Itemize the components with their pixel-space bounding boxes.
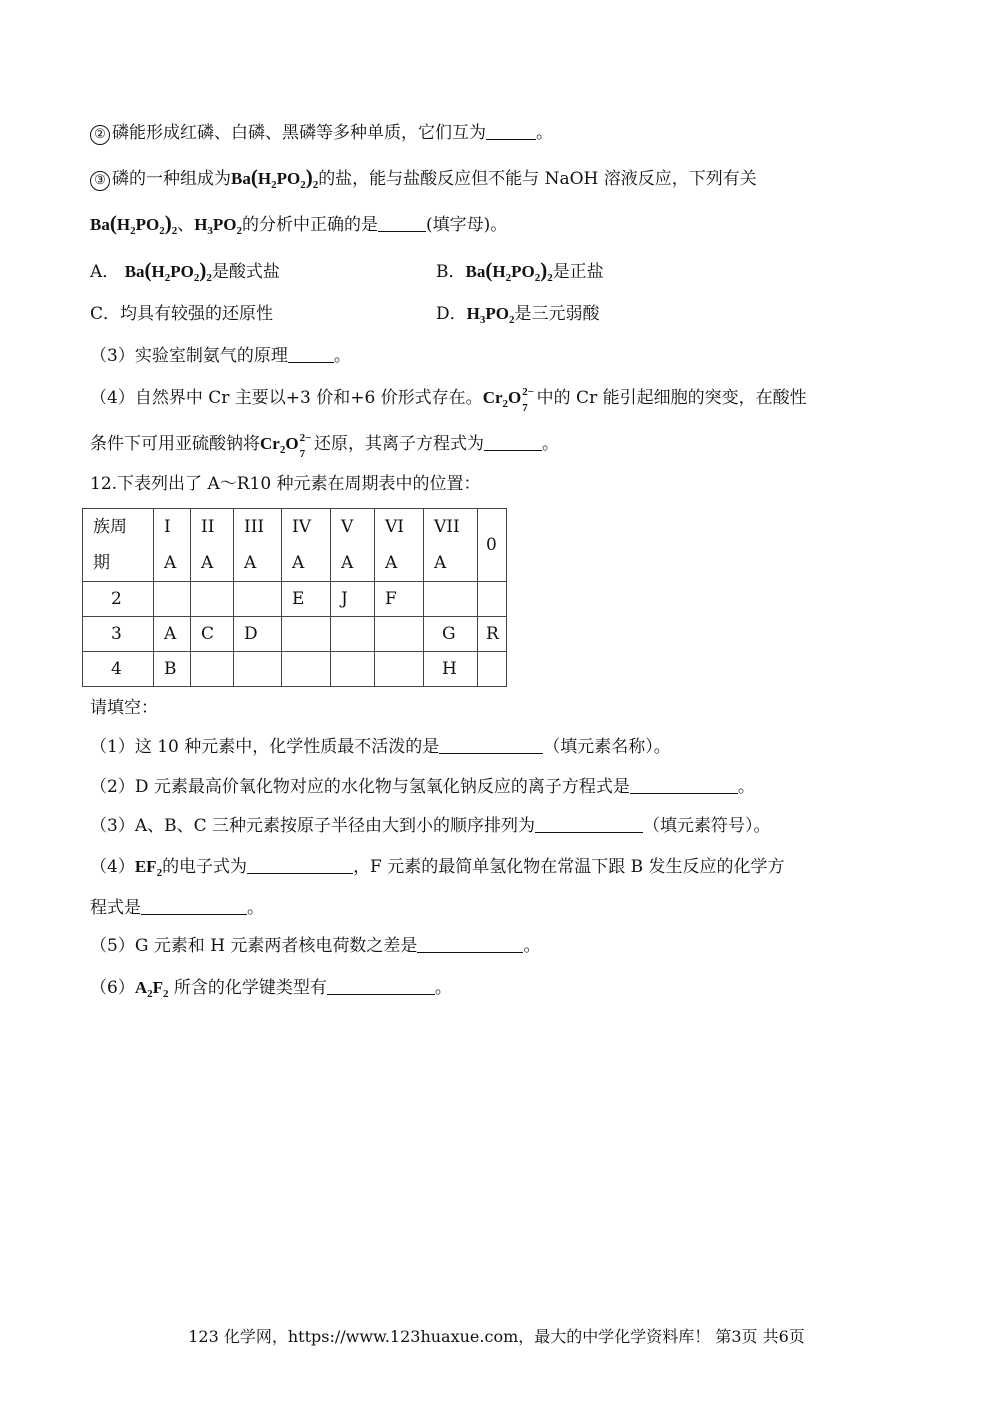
punctuation: 。 xyxy=(536,123,553,143)
sub-question-4-text: 程式是 xyxy=(90,898,141,918)
element-cell xyxy=(375,617,424,652)
option-a xyxy=(90,259,280,289)
group-header: III A xyxy=(234,509,282,582)
part-3-line xyxy=(90,345,351,367)
hint-text: （填元素符号）。 xyxy=(643,816,771,836)
formula-ba-h2po2-2: $Ba(H_2PO_2)_2$ xyxy=(90,211,178,237)
sub-question-4-number: （4） xyxy=(90,857,135,877)
formula-cr2o7: $Cr_2O$ 2− 7 xyxy=(260,432,312,460)
table-header-row xyxy=(83,509,507,582)
sub-question-6-text: 所含的化学键类型有 xyxy=(173,978,327,998)
sub-question-2-text: （2）D 元素最高价氧化物对应的水化物与氢氧化钠反应的离子方程式是 xyxy=(90,777,630,797)
punctuation: 。 xyxy=(247,898,264,918)
formula-ef2: $EF_2$ xyxy=(134,857,163,879)
question-3-line-2 xyxy=(90,212,507,242)
circled-number-2: ② xyxy=(90,125,110,145)
element-cell xyxy=(331,617,375,652)
punctuation: 。 xyxy=(333,346,351,366)
answer-blank[interactable] xyxy=(327,978,435,995)
answer-blank[interactable] xyxy=(288,346,334,363)
sub-question-2 xyxy=(90,776,755,798)
element-cell: G xyxy=(424,617,478,652)
element-cell: E xyxy=(282,582,331,617)
part-4-text: （4）自然界中 Cr 主要以+3 价和+6 价形式存在。 xyxy=(90,388,483,408)
page-footer: 123 化学网，https://www.123huaxue.com，最大的中学化学资料库！ 第3页 共6页 xyxy=(188,1327,805,1346)
element-cell xyxy=(191,652,234,687)
table-row xyxy=(83,652,507,687)
element-cell xyxy=(234,582,282,617)
formula-ba-h2po2-2: $Ba(H_2PO_2)_2$ xyxy=(465,258,553,284)
element-cell xyxy=(282,652,331,687)
period-cell: 4 xyxy=(83,652,154,687)
formula-h3po2: $H_3PO_2$ xyxy=(466,304,515,326)
element-cell: B xyxy=(154,652,191,687)
element-cell xyxy=(234,652,282,687)
group-header: II A xyxy=(191,509,234,582)
element-cell xyxy=(375,652,424,687)
element-cell xyxy=(478,652,507,687)
element-cell: R xyxy=(478,617,507,652)
answer-blank[interactable] xyxy=(630,777,738,794)
part-4-text: 条件下可用亚硫酸钠将 xyxy=(90,434,260,454)
formula-a2f2: $A_2F_2$ xyxy=(134,978,169,1000)
sub-question-1 xyxy=(90,736,671,758)
answer-blank[interactable] xyxy=(378,215,426,232)
formula-ba-h2po2-2: $Ba(H_2PO_2)_2$ xyxy=(124,258,212,284)
option-a-text: 是酸式盐 xyxy=(211,262,280,282)
group-header: V A xyxy=(331,509,375,582)
circled-number-3: ③ xyxy=(90,171,110,191)
option-b xyxy=(436,259,604,289)
part-4-line-1 xyxy=(90,387,807,415)
element-cell: F xyxy=(375,582,424,617)
answer-blank[interactable] xyxy=(484,434,542,451)
table-row xyxy=(83,617,507,652)
element-cell: A xyxy=(154,617,191,652)
fill-in-prompt: 请填空： xyxy=(90,698,158,718)
question-2-line xyxy=(90,122,553,145)
part-3-text: （3）实验室制氨气的原理 xyxy=(90,346,288,366)
hint-text: (填字母)。 xyxy=(426,215,508,235)
option-c: C．均具有较强的还原性 xyxy=(90,304,274,324)
answer-blank[interactable] xyxy=(141,898,247,915)
sub-question-4-line-2 xyxy=(90,897,264,919)
sub-question-6 xyxy=(90,977,452,1005)
question-3-text-cont: 的盐，能与盐酸反应但不能与 NaOH 溶液反应，下列有关 xyxy=(318,169,757,189)
element-cell xyxy=(154,582,191,617)
option-b-label: B． xyxy=(436,262,466,282)
element-cell: H xyxy=(424,652,478,687)
sub-question-1-text: （1）这 10 种元素中，化学性质最不活泼的是 xyxy=(90,737,440,757)
table-corner-cell: 族周 期 xyxy=(83,509,154,582)
group-header: IV A xyxy=(282,509,331,582)
answer-blank[interactable] xyxy=(486,123,536,140)
sub-question-3-text: （3）A、B、C 三种元素按原子半径由大到小的顺序排列为 xyxy=(90,816,535,836)
separator: 、 xyxy=(177,215,195,235)
answer-blank[interactable] xyxy=(417,936,523,953)
option-b-text: 是正盐 xyxy=(552,262,604,282)
formula-cr2o7: $Cr_2O$ 2− 7 xyxy=(482,386,535,414)
period-cell: 2 xyxy=(83,582,154,617)
part-4-line-2 xyxy=(90,433,559,461)
element-cell xyxy=(191,582,234,617)
option-d xyxy=(436,303,599,331)
element-cell: C xyxy=(191,617,234,652)
sub-question-3 xyxy=(90,815,771,837)
question-3-text-cont: 的分析中正确的是 xyxy=(242,215,379,235)
sub-question-5 xyxy=(90,935,540,957)
element-cell xyxy=(478,582,507,617)
group-header: VI A xyxy=(375,509,424,582)
group-header: I A xyxy=(154,509,191,582)
period-cell: 3 xyxy=(83,617,154,652)
table-row xyxy=(83,582,507,617)
part-4-text-cont: 中的 Cr 能引起细胞的突变，在酸性 xyxy=(536,388,807,408)
periodic-table xyxy=(82,508,507,687)
punctuation: 。 xyxy=(737,777,755,797)
option-d-text: 是三元弱酸 xyxy=(514,304,600,324)
formula-h3po2: $H_3PO_2$ xyxy=(194,215,243,237)
option-d-label: D． xyxy=(436,304,467,324)
answer-blank[interactable] xyxy=(535,816,643,833)
question-3-line-1 xyxy=(90,166,757,196)
part-4-text-cont: 还原，其离子方程式为 xyxy=(313,434,484,454)
answer-blank[interactable] xyxy=(439,737,543,754)
answer-blank[interactable] xyxy=(247,857,353,874)
formula-ba-h2po2-2: $Ba(H_2PO_2)_2$ xyxy=(231,165,319,191)
sub-question-5-text: （5）G 元素和 H 元素两者核电荷数之差是 xyxy=(90,936,418,956)
sub-question-4-line-1 xyxy=(90,856,785,884)
group-header: VII A xyxy=(424,509,478,582)
punctuation: 。 xyxy=(434,978,452,998)
question-12-title: 12.下表列出了 A～R10 种元素在周期表中的位置： xyxy=(90,474,481,494)
sub-question-6-number: （6） xyxy=(90,978,135,998)
hint-text: （填元素名称）。 xyxy=(543,737,671,757)
element-cell: J xyxy=(331,582,375,617)
punctuation: 。 xyxy=(523,936,541,956)
element-cell xyxy=(282,617,331,652)
sub-question-4-text-cont: ，F 元素的最简单氢化物在常温下跟 B 发生反应的化学方 xyxy=(353,857,785,877)
element-cell xyxy=(331,652,375,687)
question-2-text: 磷能形成红磷、白磷、黑磷等多种单质，它们互为 xyxy=(112,123,486,143)
group-header-zero: 0 xyxy=(478,509,507,582)
punctuation: 。 xyxy=(541,434,559,454)
question-3-text: 磷的一种组成为 xyxy=(112,169,231,189)
element-cell: D xyxy=(234,617,282,652)
element-cell xyxy=(424,582,478,617)
option-a-label: A． xyxy=(90,262,120,282)
sub-question-4-text: 的电子式为 xyxy=(162,857,248,877)
